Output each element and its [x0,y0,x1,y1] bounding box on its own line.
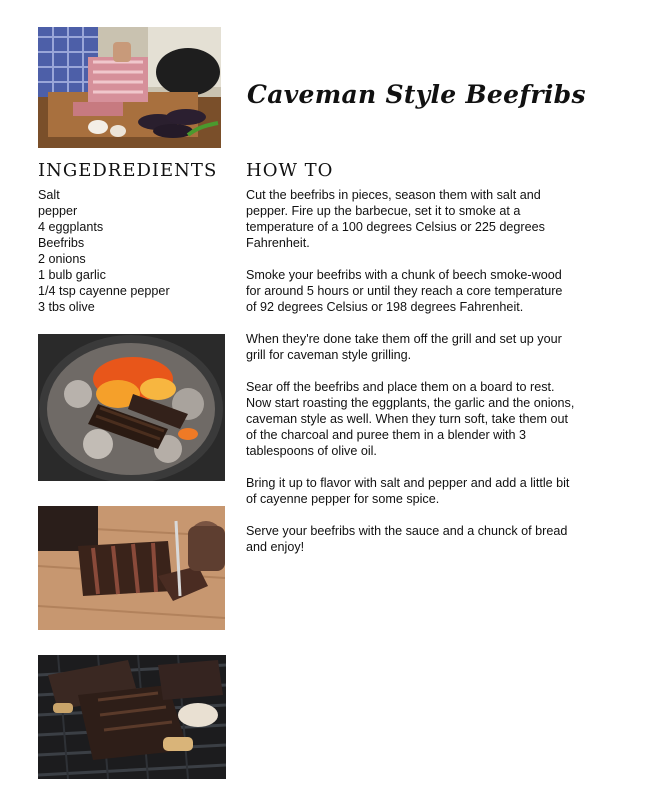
ingredients-list [38,187,238,315]
instructions [246,187,576,571]
instruction-step: Sear off the beefribs and place them on a board to rest. Now start roasting the eggplants, the garlic and the onions, caveman style as well. When they turn soft, take them out of the charcoal and puree them in a blender with 3 tablespoons of olive oil. [246,380,575,458]
charcoal-grill-photo [38,334,225,481]
ingredient-item: 3 tbs olive [38,300,95,314]
ingredient-item: 2 onions [38,252,86,266]
slicing-ribs-photo [38,506,225,630]
ingredient-item: Beefribs [38,236,85,250]
ingredient-item: 1 bulb garlic [38,268,106,282]
ingredient-item: 4 eggplants [38,220,104,234]
grilled-ribs-photo [38,655,226,779]
ingredient-item: 1/4 tsp cayenne pepper [38,284,170,298]
howto-heading: HOW TO [246,160,334,181]
ingredient-item: pepper [38,204,78,218]
ingredients-heading: INGEDREDIENTS [38,160,218,181]
instruction-step: Serve your beefribs with the sauce and a chunck of bread and enjoy! [246,524,568,554]
ingredient-item: Salt [38,188,60,202]
ribs-preparation-photo [38,27,221,148]
instruction-step: Cut the beefribs in pieces, season them with salt and pepper. Fire up the barbecue, set it to smoke at a temperature of a 100 degrees Celsius or 225 degrees Fahrenheit. [246,188,545,250]
instruction-step: Smoke your beefribs with a chunk of beech smoke-wood for around 5 hours or until they reach a core temperature of 92 degrees Celsius or 198 degrees Fahrenheit. [246,268,563,314]
instruction-step: Bring it up to flavor with salt and pepper and add a little bit of cayenne pepper for some spice. [246,476,570,506]
instruction-step: When they're done take them off the grill and set up your grill for caveman style grilling. [246,332,562,362]
recipe-title: Caveman Style Beefribs [247,80,586,109]
